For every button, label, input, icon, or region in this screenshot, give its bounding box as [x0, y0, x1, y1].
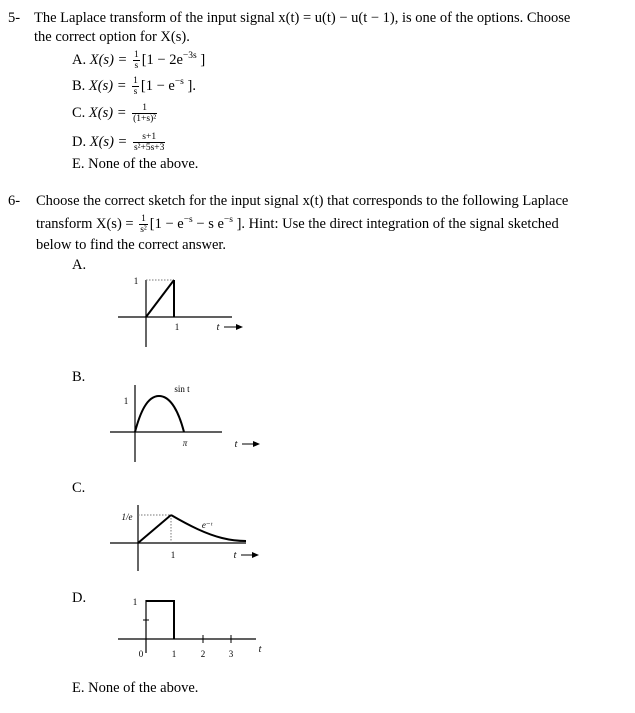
q6-text-line2: transform X(s) = $\frac{1}{\text{s²}}$ [$1 - e^{-s} - s$ $e^{-s}$ ]. Hint: Use the direct integration of the signal sketched	[36, 214, 559, 235]
sketch-a-axis-label: t	[216, 322, 220, 333]
option-b-expr: [1 − e	[140, 77, 175, 94]
option-a-label: A.	[72, 51, 87, 68]
sketch-a-y-tick: 1	[133, 276, 139, 286]
option-b-lhs: X(s) =	[88, 77, 127, 94]
option-b-exponent: −s	[174, 77, 184, 87]
option-b-label: B.	[72, 77, 86, 94]
sketch-c-y-tick: 1/e	[121, 512, 133, 522]
option-d-fraction: $\frac{s+1}{\text{s²+5s+3}}$	[133, 132, 165, 153]
option-b-fraction: $\frac{1}{s}$	[133, 76, 138, 97]
q5-text-line2: the correct option for X(s).	[34, 29, 190, 45]
sketch-b-axis-label: t	[234, 439, 238, 450]
sketch-d-x-tick-0: 0	[138, 649, 144, 659]
q6-option-a-label: A.	[72, 257, 87, 273]
option-a-exponent: −3s	[182, 51, 197, 61]
sketch-d-x-tick-1: 1	[171, 649, 177, 659]
sketch-d-x-tick-3: 3	[228, 649, 234, 659]
q6-option-d-label: D.	[72, 590, 87, 606]
option-a-lhs: X(s) =	[89, 51, 128, 68]
sketch-d-x-tick-2: 2	[200, 649, 206, 659]
sketch-b-y-tick: 1	[123, 396, 129, 406]
sketch-b-x-tick: π	[182, 438, 188, 448]
option-a-expr: [1 − 2e	[141, 51, 183, 68]
sketch-b-curve-label: sin t	[174, 384, 190, 394]
sketch-d-y-tick: 1	[132, 597, 138, 607]
option-a-fraction: $\frac{1}{s}$	[133, 50, 139, 71]
sketch-d-axis-label: t	[258, 644, 262, 655]
option-d-label: D.	[72, 133, 87, 150]
q5-text-line1: The Laplace transform of the input signal x(t) = u(t) − u(t − 1), is one of the options. Choose	[34, 10, 571, 26]
q5-option-e: E. None of the above.	[72, 156, 199, 172]
q5-number: 5-	[8, 10, 21, 26]
sketch-c-x-tick: 1	[170, 550, 176, 560]
sketch-c-curve-label: e⁻ᵗ	[201, 520, 213, 530]
q5-option-b: B. X(s) = $\frac{1}{s}$ [$1 - e^{-s}$ ].	[72, 76, 196, 97]
option-c-lhs: X(s) =	[88, 104, 127, 121]
option-c-fraction: $\frac{1}{\text{(1+s)²}}$	[133, 103, 157, 124]
q6-text-line3: below to find the correct answer.	[36, 237, 227, 253]
q6-fraction: $\frac{1}{\text{s²}}$	[140, 214, 147, 235]
q6-option-b-label: B.	[72, 369, 86, 385]
sketch-d-pulse	[146, 601, 174, 639]
q6-number: 6-	[8, 193, 21, 209]
option-c-label: C.	[72, 104, 86, 121]
option-d-lhs: X(s) =	[89, 133, 128, 150]
q6-text-line1: Choose the correct sketch for the input signal x(t) that corresponds to the following Laplace	[36, 193, 569, 209]
sketch-c-axis-label: t	[233, 550, 237, 561]
q6-option-e: E. None of the above.	[72, 680, 199, 696]
sketch-a-x-tick: 1	[174, 322, 180, 332]
q6-option-c-label: C.	[72, 480, 86, 496]
q5-option-a: A. X(s) = $\frac{1}{s}$ [$1 - 2e^{-3s}$ ]	[72, 50, 206, 71]
